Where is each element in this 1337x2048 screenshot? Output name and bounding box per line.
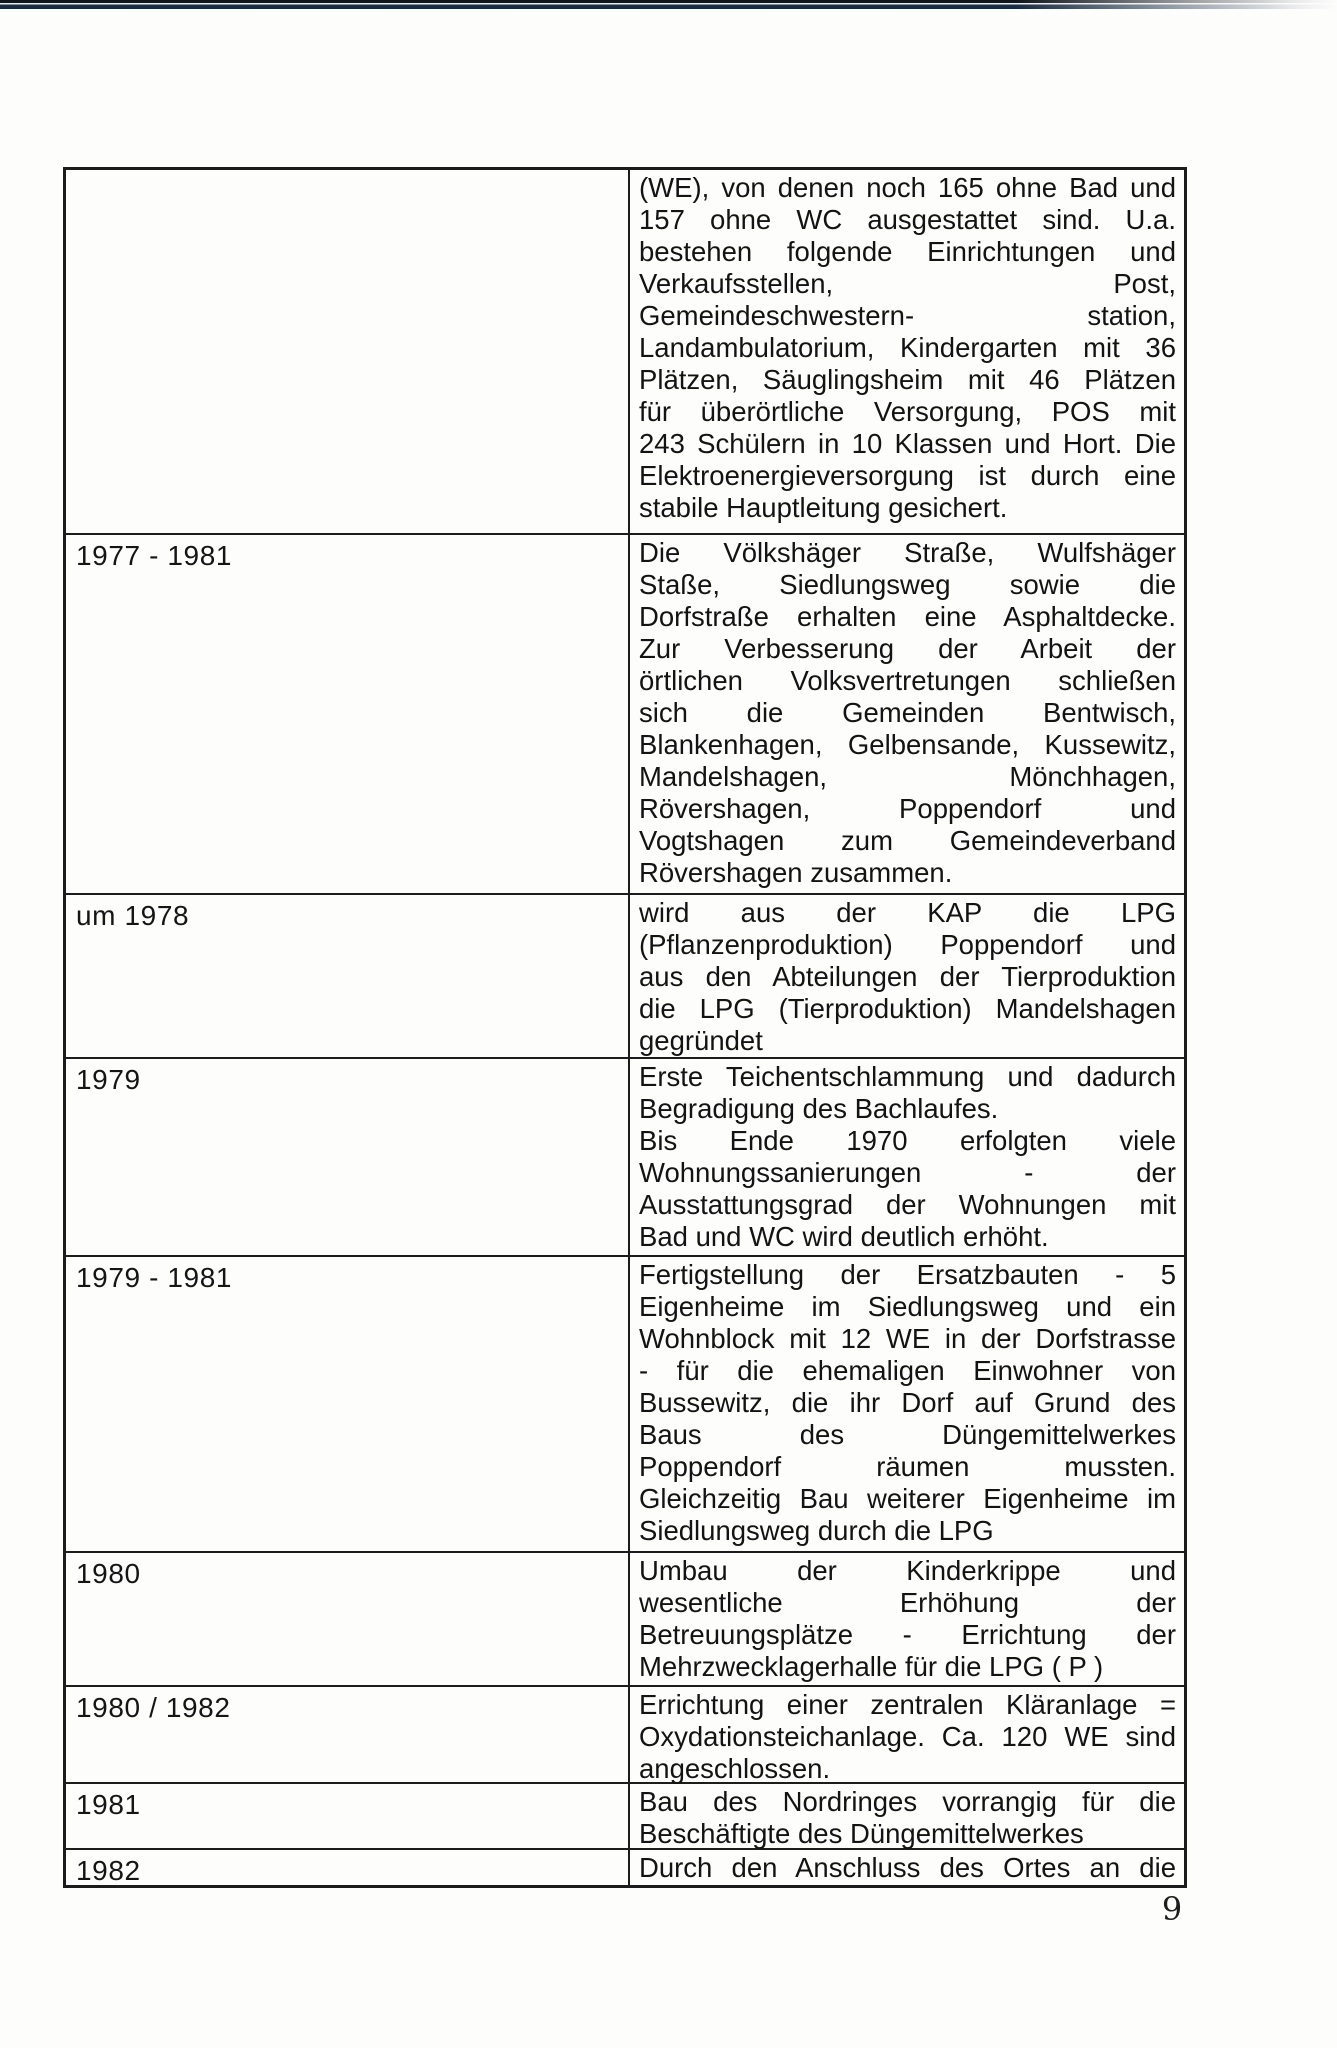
entry-line: (WE), von denen noch 165 ohne Bad und <box>639 172 1176 203</box>
entry-line: 243 Schülern in 10 Klassen und Hort. Die <box>639 428 1176 459</box>
entry-line: sich die Gemeinden Bentwisch, <box>639 697 1176 728</box>
table-row <box>66 1257 1184 1553</box>
entry-line: Bussewitz, die ihr Dorf auf Grund des <box>639 1387 1176 1418</box>
entry-cell <box>628 535 1184 893</box>
year-cell: 1977 - 1981 <box>76 540 233 571</box>
entry-line: Gemeindeschwestern- station, <box>639 300 1176 331</box>
entry-cell <box>628 895 1184 1057</box>
entry-line: Verkaufsstellen, Post, <box>639 268 1176 299</box>
entry-line: stabile Hauptleitung gesichert. <box>639 492 1008 523</box>
entry-line: Bau des Nordringes vorrangig für die <box>639 1786 1176 1817</box>
year-cell: um 1978 <box>76 900 190 931</box>
entry-line: Errichtung einer zentralen Kläranlage = <box>639 1689 1176 1720</box>
entry-line: Fertigstellung der Ersatzbauten - 5 <box>639 1259 1176 1290</box>
entry-line: Vogtshagen zum Gemeindeverband <box>639 825 1176 856</box>
entry-line: Beschäftigte des Düngemittelwerkes <box>639 1818 1084 1849</box>
table-row <box>66 1059 1184 1257</box>
entry-cell <box>628 1784 1184 1848</box>
entry-line: Rövershagen zusammen. <box>639 857 953 888</box>
entry-line: Wohnungssanierungen - der <box>639 1157 1176 1188</box>
entry-line: (Pflanzenproduktion) Poppendorf und <box>639 929 1176 960</box>
entry-line: angeschlossen. <box>639 1753 831 1784</box>
table-row <box>66 895 1184 1059</box>
entry-line: Siedlungsweg durch die LPG <box>639 1515 994 1546</box>
entry-line: aus den Abteilungen der Tierproduktion <box>639 961 1176 992</box>
entry-line: Mehrzwecklagerhalle für die LPG ( P ) <box>639 1651 1104 1682</box>
table-row <box>66 1687 1184 1784</box>
entry-cell <box>628 1687 1184 1782</box>
year-cell: 1979 - 1981 <box>76 1262 233 1293</box>
entry-line: wesentliche Erhöhung der <box>639 1587 1176 1618</box>
entry-line: Zur Verbesserung der Arbeit der <box>639 633 1176 664</box>
year-cell: 1980 / 1982 <box>76 1692 231 1723</box>
entry-line: Umbau der Kinderkrippe und <box>639 1555 1176 1586</box>
entry-line: wird aus der KAP die LPG <box>639 897 1176 928</box>
year-cell: 1979 <box>76 1064 141 1095</box>
year-cell: 1980 <box>76 1558 141 1589</box>
entry-line: Poppendorf räumen mussten. <box>639 1451 1176 1482</box>
entry-line: Erste Teichentschlammung und dadurch <box>639 1061 1176 1092</box>
entry-line: gegründet <box>639 1025 763 1056</box>
entry-line: Durch den Anschluss des Ortes an die <box>639 1852 1176 1883</box>
entry-line: Elektroenergieversorgung ist durch eine <box>639 460 1176 491</box>
entry-line: Bad und WC wird deutlich erhöht. <box>639 1221 1049 1252</box>
entry-line: örtlichen Volksvertretungen schließen <box>639 665 1176 696</box>
entry-line: Gleichzeitig Bau weiterer Eigenheime im <box>639 1483 1176 1514</box>
table-row <box>66 1850 1184 1885</box>
entry-line: Wohnblock mit 12 WE in der Dorfstrasse <box>639 1323 1176 1354</box>
entry-line: 157 ohne WC ausgestattet sind. U.a. <box>639 204 1176 235</box>
entry-line: bestehen folgende Einrichtungen und <box>639 236 1176 267</box>
table-row <box>66 535 1184 895</box>
page-number: 9 <box>1161 1890 1183 1928</box>
entry-line: Rövershagen, Poppendorf und <box>639 793 1176 824</box>
entry-cell <box>628 1059 1184 1255</box>
entry-line: Staße, Siedlungsweg sowie die <box>639 569 1176 600</box>
entry-line: Begradigung des Bachlaufes. <box>639 1093 999 1124</box>
entry-line: Blankenhagen, Gelbensande, Kussewitz, <box>639 729 1176 760</box>
entry-line: Bis Ende 1970 erfolgten viele <box>639 1125 1176 1156</box>
entry-line: Oxydationsteichanlage. Ca. 120 WE sind <box>639 1721 1176 1752</box>
entry-line: - für die ehemaligen Einwohner von <box>639 1355 1176 1386</box>
entry-line: Landambulatorium, Kindergarten mit 36 <box>639 332 1176 363</box>
entry-line: die LPG (Tierproduktion) Mandelshagen <box>639 993 1176 1024</box>
entry-line: Eigenheime im Siedlungsweg und ein <box>639 1291 1176 1322</box>
entry-cell <box>628 1553 1184 1685</box>
entry-cell <box>628 1850 1184 1885</box>
entry-line: Betreuungsplätze - Errichtung der <box>639 1619 1176 1650</box>
entry-line: Baus des Düngemittelwerkes <box>639 1419 1176 1450</box>
table-row <box>66 170 1184 535</box>
entry-line: Ausstattungsgrad der Wohnungen mit <box>639 1189 1176 1220</box>
year-cell: 1981 <box>76 1789 141 1820</box>
entry-cell <box>628 1257 1184 1551</box>
entry-line: Plätzen, Säuglingsheim mit 46 Plätzen <box>639 364 1176 395</box>
year-cell: 1982 <box>76 1855 141 1886</box>
chronicle-table <box>63 167 1187 1888</box>
entry-line: für überörtliche Versorgung, POS mit <box>639 396 1176 427</box>
entry-line: Dorfstraße erhalten eine Asphaltdecke. <box>639 601 1176 632</box>
entry-cell <box>628 170 1184 533</box>
entry-line: Mandelshagen, Mönchhagen, <box>639 761 1176 792</box>
year-cell <box>66 170 628 533</box>
scan-edge-artifact <box>0 0 1337 10</box>
table-row <box>66 1553 1184 1687</box>
table-row <box>66 1784 1184 1850</box>
entry-line: Die Völkshäger Straße, Wulfshäger <box>639 537 1176 568</box>
